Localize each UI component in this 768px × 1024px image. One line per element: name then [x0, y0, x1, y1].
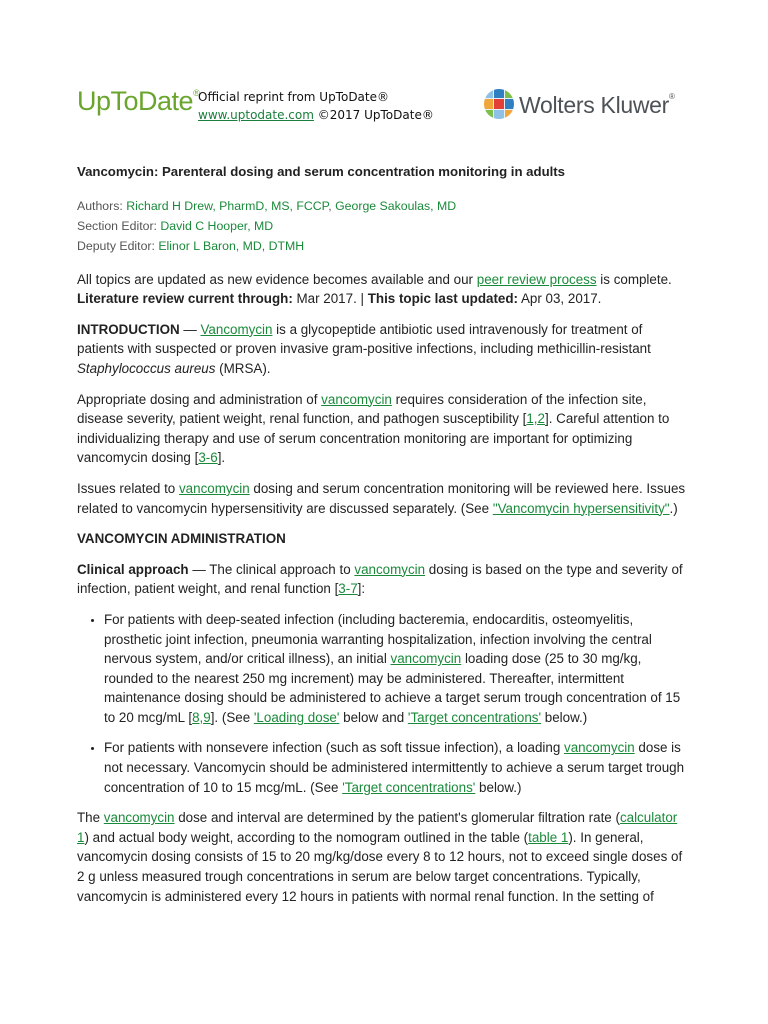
body-text: For patients with nonsevere infection (such as soft tissue infection), a loading — [104, 740, 564, 756]
body-text: ]. — [217, 450, 226, 466]
uptodate-logo-mark: ® — [193, 88, 200, 98]
body-text: is a glycopeptide antibiotic used intravenously for treatment of patients with suspected or proven invasive gram-positive infections, including methicillin-resistant — [77, 321, 651, 357]
body-text: dose and interval are determined by the patient's glomerular filtration rate ( — [174, 810, 620, 826]
update-text: is complete. — [596, 271, 672, 287]
deputy-editor-label: Deputy Editor: — [77, 238, 155, 253]
publisher-mark: ® — [669, 92, 675, 101]
body-text: For patients with deep-seated infection (including bacteremia, endocarditis, osteomyelitis, prosthetic joint infection, pneumonia warranting hospitalization, infection involving the central nervous system, and/or critical illness), an initial — [104, 611, 652, 667]
hypersensitivity-topic-link[interactable]: "Vancomycin hypersensitivity" — [492, 500, 670, 516]
vancomycin-link[interactable]: vancomycin — [354, 561, 426, 577]
organism-name: Staphylococcus aureus — [77, 360, 216, 376]
last-updated-label: This topic last updated: — [367, 291, 518, 307]
article-meta — [77, 196, 692, 256]
last-updated-date: Apr 03, 2017. — [518, 291, 602, 307]
vancomycin-link[interactable]: vancomycin — [178, 480, 250, 496]
list-item — [104, 738, 692, 797]
vancomycin-link[interactable]: vancomycin — [321, 391, 392, 407]
body-text: ]: — [357, 581, 366, 597]
body-text: below.) — [475, 779, 522, 795]
article-content — [77, 162, 692, 917]
reference-link[interactable]: 8,9 — [192, 709, 211, 725]
reference-link[interactable]: 1,2 — [526, 411, 545, 427]
article-title: Vancomycin: Parenteral dosing and serum concentration monitoring in adults — [77, 164, 566, 179]
authors-label: Authors: — [77, 198, 123, 213]
issues-paragraph — [77, 479, 692, 518]
target-concentrations-link[interactable]: 'Target concentrations' — [407, 709, 542, 725]
dosing-list — [77, 610, 692, 797]
author-link-drew[interactable]: Richard H Drew, PharmD, MS, FCCP — [126, 198, 329, 213]
reference-link[interactable]: 3-6 — [198, 450, 218, 466]
uptodate-site-link[interactable]: www.uptodate.com — [198, 108, 314, 122]
reference-link[interactable]: 3-7 — [338, 581, 358, 597]
body-text: ]. (See — [210, 709, 254, 725]
wk-globe-icon — [483, 88, 515, 120]
loading-dose-link[interactable]: 'Loading dose' — [253, 709, 340, 725]
dose-interval-paragraph — [77, 808, 692, 906]
body-text: below.) — [541, 709, 588, 725]
dosing-paragraph — [77, 390, 692, 468]
update-notice — [77, 270, 692, 309]
table-link[interactable]: table 1 — [528, 829, 569, 845]
deputy-editor-link[interactable]: Elinor L Baron, MD, DTMH — [158, 238, 305, 253]
body-text: ). In general, vancomycin dosing consists of 15 to 20 mg/kg/dose every 8 to 12 hours, not to exceed single doses of 2 g unless measured trough concentrations in serum are below target concentrations. Typically, vancomycin is administered every 12 hours in patients with normal renal function. In the setting of — [77, 829, 683, 904]
author-link-sakoulas[interactable]: George Sakoulas, MD — [335, 198, 457, 213]
update-text: All topics are updated as new evidence becomes available and our — [77, 271, 477, 287]
body-text: The clinical approach to — [209, 561, 355, 577]
body-text: requires consideration of the infection site, disease severity, patient weight, renal function, and pathogen susceptibility [ — [77, 391, 647, 427]
body-text: (MRSA). — [215, 360, 271, 376]
body-text: dosing and serum concentration monitoring will be reviewed here. Issues related to vancomycin hypersensitivity are discussed separately. (See — [77, 480, 686, 516]
intro-paragraph — [77, 320, 692, 379]
clinical-approach-label: Clinical approach — [77, 561, 189, 577]
lit-review-date: Mar 2017. | — [292, 291, 368, 307]
author-separator: , — [328, 198, 336, 213]
body-text: dose is not necessary. Vancomycin should be administered intermittently to achieve a serum target trough concentration of 10 to 15 mcg/mL. (See — [104, 740, 685, 795]
dash: — — [179, 321, 201, 337]
header — [77, 80, 677, 130]
body-text: loading dose (25 to 30 mg/kg, rounded to the nearest 250 mg increment) may be administered. Thereafter, intermittent maintenance dosing should be administered to achieve a target serum trough concentration of 15 to 20 mcg/mL [ — [104, 651, 681, 725]
publisher-name: Wolters Kluwer — [519, 92, 670, 118]
list-item — [104, 610, 692, 728]
clinical-approach-paragraph — [77, 560, 692, 599]
body-text: below and — [339, 709, 408, 725]
section-editor-link[interactable]: David C Hooper, MD — [160, 218, 274, 233]
section-heading: VANCOMYCIN ADMINISTRATION — [77, 531, 286, 547]
body-text: ]. Careful attention to individualizing therapy and use of serum concentration monitoring are important for optimizing vancomycin dosing [ — [77, 411, 670, 466]
body-text: Issues related to — [77, 480, 179, 496]
copyright: ©2017 UpToDate® — [313, 108, 434, 122]
vancomycin-link[interactable]: vancomycin — [390, 651, 462, 667]
body-text: The — [77, 810, 104, 826]
vancomycin-link[interactable]: vancomycin — [103, 810, 175, 826]
dash: — — [188, 561, 210, 577]
peer-review-link[interactable]: peer review process — [476, 271, 597, 287]
target-concentrations-link[interactable]: 'Target concentrations' — [342, 779, 476, 795]
body-text: Appropriate dosing and administration of — [77, 391, 322, 407]
intro-heading: INTRODUCTION — [77, 321, 180, 337]
uptodate-logo[interactable] — [77, 86, 199, 117]
body-text: dosing is based on the type and severity of infection, patient weight, and renal function [ — [77, 561, 683, 597]
vancomycin-link[interactable]: vancomycin — [564, 740, 635, 756]
vancomycin-link[interactable]: Vancomycin — [200, 321, 273, 337]
uptodate-logo-text: UpToDate — [77, 86, 194, 116]
reprint-notice — [198, 88, 434, 124]
body-text: ) and actual body weight, according to the nomogram outlined in the table ( — [84, 829, 529, 845]
calculator-link[interactable]: calculator 1 — [77, 810, 678, 845]
reprint-line: Official reprint from UpToDate® — [198, 90, 389, 104]
lit-review-label: Literature review current through: — [77, 291, 293, 307]
section-editor-label: Section Editor: — [77, 218, 157, 233]
body-text: .) — [669, 500, 678, 516]
